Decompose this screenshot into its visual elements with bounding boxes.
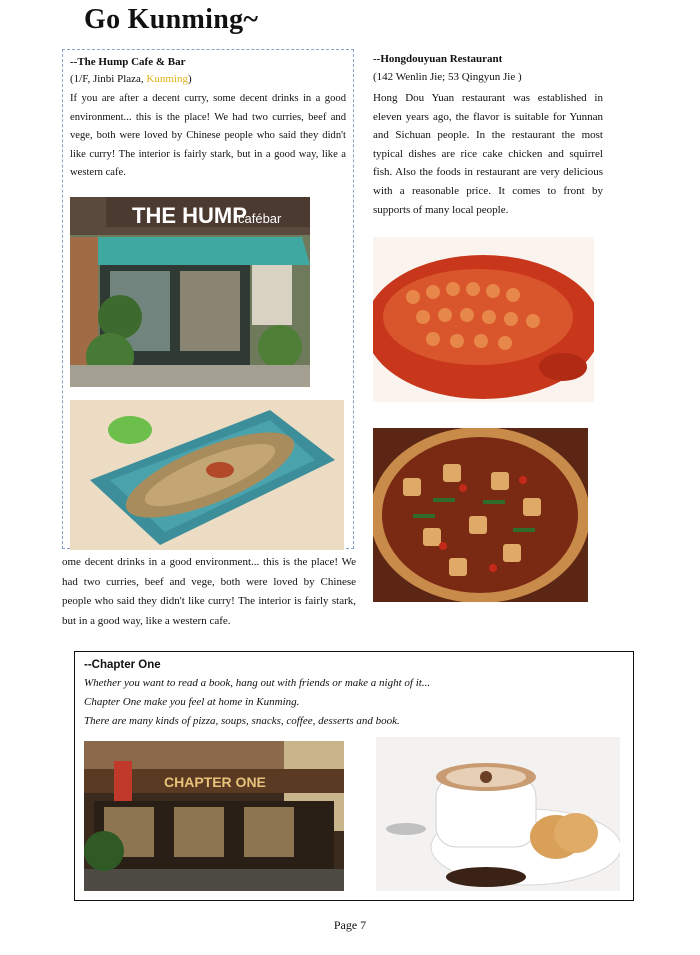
- hump-sign-text: THE HUMP: [132, 203, 247, 228]
- chapter-one-sign-text: CHAPTER ONE: [164, 774, 266, 790]
- chapter-one-line-3: There are many kinds of pizza, soups, snacks, coffee, desserts and book.: [84, 715, 400, 727]
- coffee-cookies-photo: [376, 737, 620, 891]
- rice-cake-chicken-photo: [373, 428, 588, 602]
- hump-address-city: Kunming: [146, 73, 188, 85]
- page-title: Go Kunming~: [84, 4, 259, 35]
- hump-address-prefix: (1/F, Jinbi Plaza,: [70, 73, 147, 85]
- chapter-one-title: --Chapter One: [84, 659, 161, 671]
- hump-title: --The Hump Cafe & Bar: [70, 56, 186, 68]
- squirrel-fish-photo: [373, 237, 594, 402]
- hump-storefront-photo: [70, 197, 310, 387]
- hump-sign-sub: cafébar: [238, 211, 282, 226]
- hump-description: If you are after a decent curry, some decent drinks in a good environment... this is the place! We had two curries, beef and vege, both were loved by Chinese people who said they didn't like curry! The interior is fairly stark, but in a good way, like a western cafe.: [70, 93, 346, 178]
- page-number: Page 7: [333, 918, 367, 932]
- salad-dish-photo: [70, 400, 344, 550]
- hump-address: [70, 73, 192, 85]
- chapter-one-storefront-photo: [84, 741, 344, 891]
- hongdouyuan-description: Hong Dou Yuan restaurant was established in eleven years ago, the flavor is suitable for Yunnan and Sichuan people. In the restaurant the most typical dishes are rice cake chicken and squirrel fish. Also the foods in restaurant are very delicious with a reasonable price. It comes to front by supports of many local people.: [373, 92, 603, 216]
- hump-continuation-text: ome decent drinks in a good environment... this is the place! We had two curries, beef and vege, both were loved by Chinese people who said they didn't like curry! The interior is fairly stark, but in a good way, like a western cafe.: [62, 556, 356, 627]
- hongdouyuan-address: (142 Wenlin Jie; 53 Qingyun Jie ): [373, 71, 522, 83]
- hump-address-suffix: ): [187, 73, 192, 85]
- chapter-one-line-2: Chapter One make you feel at home in Kunming.: [84, 696, 300, 708]
- chapter-one-line-1: Whether you want to read a book, hang out with friends or make a night of it...: [84, 677, 431, 689]
- hongdouyuan-title: --Hongdouyuan Restaurant: [373, 53, 503, 65]
